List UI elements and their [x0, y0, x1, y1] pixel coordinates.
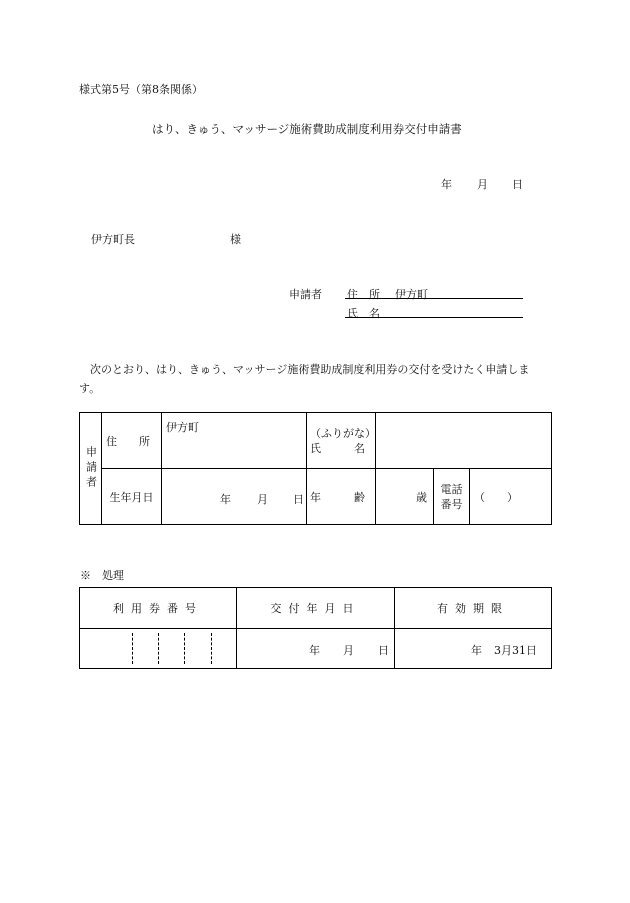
expiry-year: 年	[471, 644, 482, 657]
birth-month: 月	[257, 493, 268, 506]
date-month-label: 月	[477, 178, 488, 191]
ticket-digit-divider	[211, 633, 212, 664]
expiry-header-cell	[395, 588, 552, 629]
applicant-side-label: 申請者	[84, 446, 98, 491]
form-number: 様式第5号（第8条関係）	[79, 83, 203, 96]
expiry-header: 有効期限	[437, 602, 509, 615]
expiry-date-cell	[395, 629, 552, 669]
birth-day: 日	[293, 493, 304, 506]
form-title: はり、きゅう、マッサージ施術費助成制度利用券交付申請書	[152, 122, 462, 136]
applicant-address-value: 伊方町	[395, 288, 428, 301]
address-value: 伊方町	[166, 421, 199, 434]
phone-value: （ ）	[474, 490, 518, 504]
name-label-cell	[307, 413, 376, 469]
addressee-name: 伊方町長	[91, 233, 135, 246]
age-value-cell	[376, 469, 434, 525]
phone-label-line2: 番号	[440, 497, 463, 511]
phone-label-cell	[434, 469, 470, 525]
issue-month: 月	[343, 644, 354, 657]
name-label: 氏 名	[310, 441, 365, 455]
name-value-cell	[376, 413, 552, 469]
body-text: 次のとおり、はり、きゅう、マッサージ施術費助成制度利用券の交付を受けたく申請します。	[79, 363, 530, 395]
applicant-table	[79, 412, 552, 525]
date-day-label: 日	[512, 178, 523, 191]
ticket-digit-divider	[158, 633, 159, 664]
issue-date-header: 交付年月日	[270, 602, 361, 615]
issue-date-cell	[237, 629, 395, 669]
address-label: 住 所	[106, 434, 150, 448]
applicant-side-label-cell	[80, 413, 102, 525]
age-unit: 歳	[416, 490, 427, 504]
applicant-name-label: 氏 名	[347, 307, 380, 320]
name-underline	[345, 317, 523, 318]
birth-value-cell	[162, 469, 307, 525]
issue-day: 日	[378, 644, 389, 657]
ticket-number-header-cell	[80, 588, 237, 629]
birth-label-cell	[102, 469, 162, 525]
address-value-cell	[162, 413, 307, 469]
age-label-cell	[307, 469, 376, 525]
issue-year: 年	[309, 644, 320, 657]
birth-year: 年	[220, 493, 231, 506]
processing-table	[79, 587, 552, 669]
ticket-digit-divider	[132, 633, 133, 664]
age-label: 年 齢	[310, 490, 365, 504]
applicant-label: 申請者	[289, 288, 322, 301]
applicant-address-label: 住 所	[347, 288, 380, 301]
address-label-cell	[102, 413, 162, 469]
address-underline	[345, 298, 523, 299]
ticket-number-cell	[80, 629, 237, 669]
processing-heading: ※ 処理	[80, 569, 124, 582]
phone-value-cell	[470, 469, 552, 525]
birth-label: 生年月日	[109, 490, 154, 504]
issue-date-header-cell	[237, 588, 395, 629]
ticket-number-header: 利用券番号	[113, 602, 203, 615]
phone-label-line1: 電話	[440, 482, 463, 496]
furigana-label: （ふりがな）	[310, 426, 376, 440]
date-year-label: 年	[441, 178, 452, 191]
expiry-date: 3月31日	[494, 644, 537, 657]
ticket-digit-divider	[184, 633, 185, 664]
addressee-honorific: 様	[230, 233, 241, 246]
